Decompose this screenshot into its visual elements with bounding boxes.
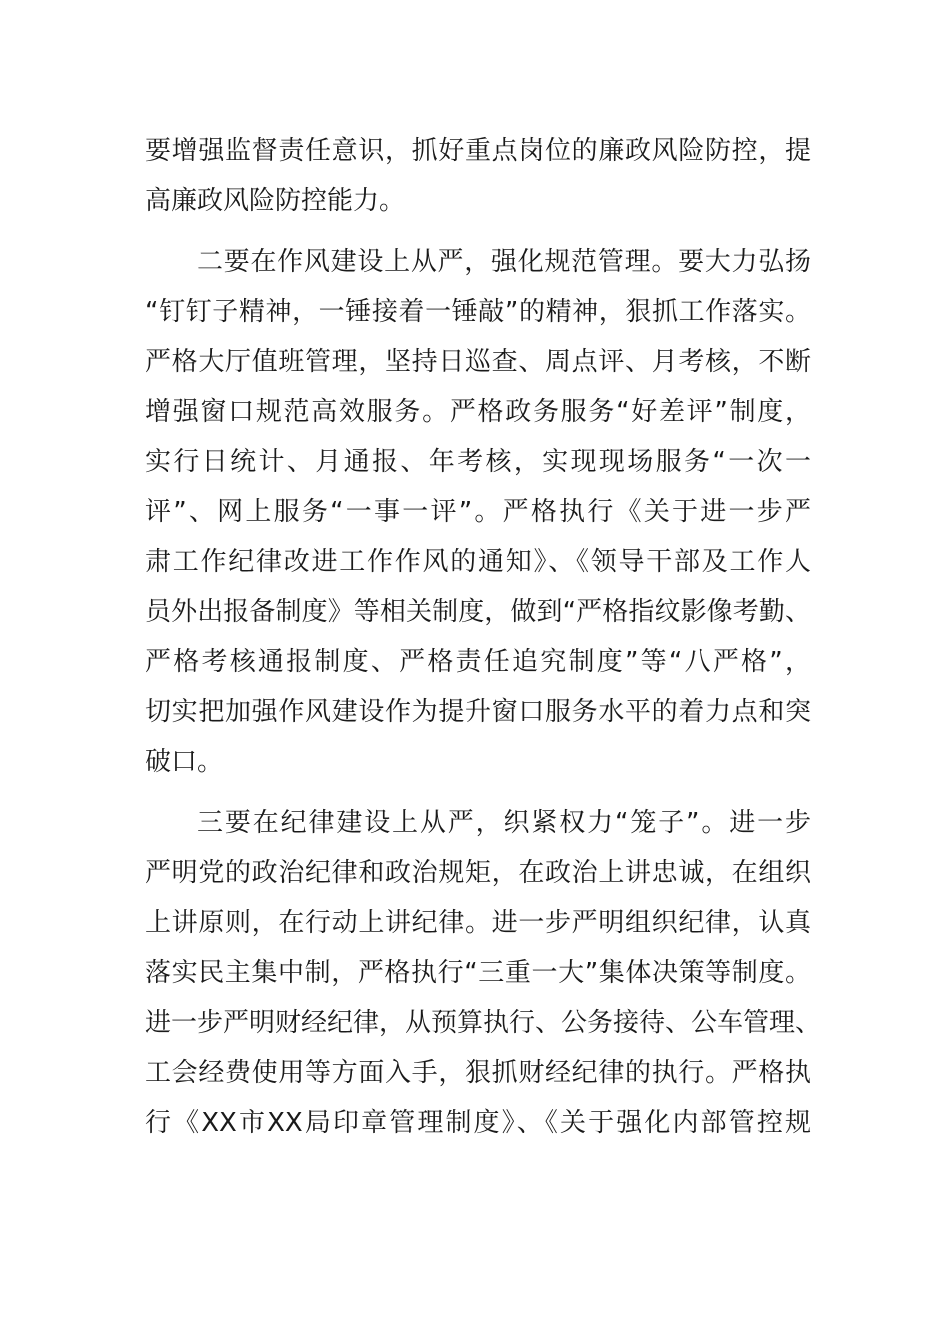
text-line: “钉钉子精神，一锤接着一锤敲”的精神，狠抓工作落实。	[145, 297, 811, 327]
text-line: 严格考核通报制度、严格责任追究制度”等“八严格”，	[145, 647, 811, 677]
text-line: 严格大厅值班管理，坚持日巡查、周点评、月考核，不断	[145, 347, 811, 377]
text-line: 落实民主集中制，严格执行“三重一大”集体决策等制度。	[145, 958, 811, 988]
text-line: 增强窗口规范高效服务。严格政务服务“好差评”制度，	[145, 397, 811, 427]
paragraph-1	[145, 126, 811, 226]
text-line: 员外出报备制度》等相关制度，做到“严格指纹影像考勤、	[145, 597, 811, 627]
text-line: 三要在纪律建设上从严，织紧权力“笼子”。进一步	[197, 808, 811, 838]
text-line: 破口。	[145, 747, 224, 777]
paragraph-3	[145, 798, 822, 1148]
text-line: 切实把加强作风建设作为提升窗口服务水平的着力点和突	[145, 697, 811, 727]
paragraph-2	[145, 237, 811, 787]
text-line: 评”、网上服务“一事一评”。严格执行《关于进一步严	[145, 497, 811, 527]
text-line: 实行日统计、月通报、年考核，实现现场服务“一次一	[145, 447, 811, 477]
text-line: 二要在作风建设上从严，强化规范管理。要大力弘扬	[197, 247, 811, 277]
text-line: 上讲原则，在行动上讲纪律。进一步严明组织纪律，认真	[145, 908, 811, 938]
text-line: 行《XX市XX局印章管理制度》、《关于强化内部管控规	[145, 1108, 811, 1138]
text-line: 工会经费使用等方面入手，狠抓财经纪律的执行。严格执	[145, 1058, 811, 1088]
text-line: 严明党的政治纪律和政治规矩，在政治上讲忠诚，在组织	[145, 858, 811, 888]
text-line: 肃工作纪律改进工作作风的通知》、《领导干部及工作人	[145, 547, 811, 577]
text-line: 高廉政风险防控能力。	[145, 186, 406, 216]
text-line: 要增强监督责任意识，抓好重点岗位的廉政风险防控，提	[145, 136, 811, 166]
document-body	[145, 126, 822, 1148]
text-line: 进一步严明财经纪律，从预算执行、公务接待、公车管理、	[145, 1008, 822, 1038]
